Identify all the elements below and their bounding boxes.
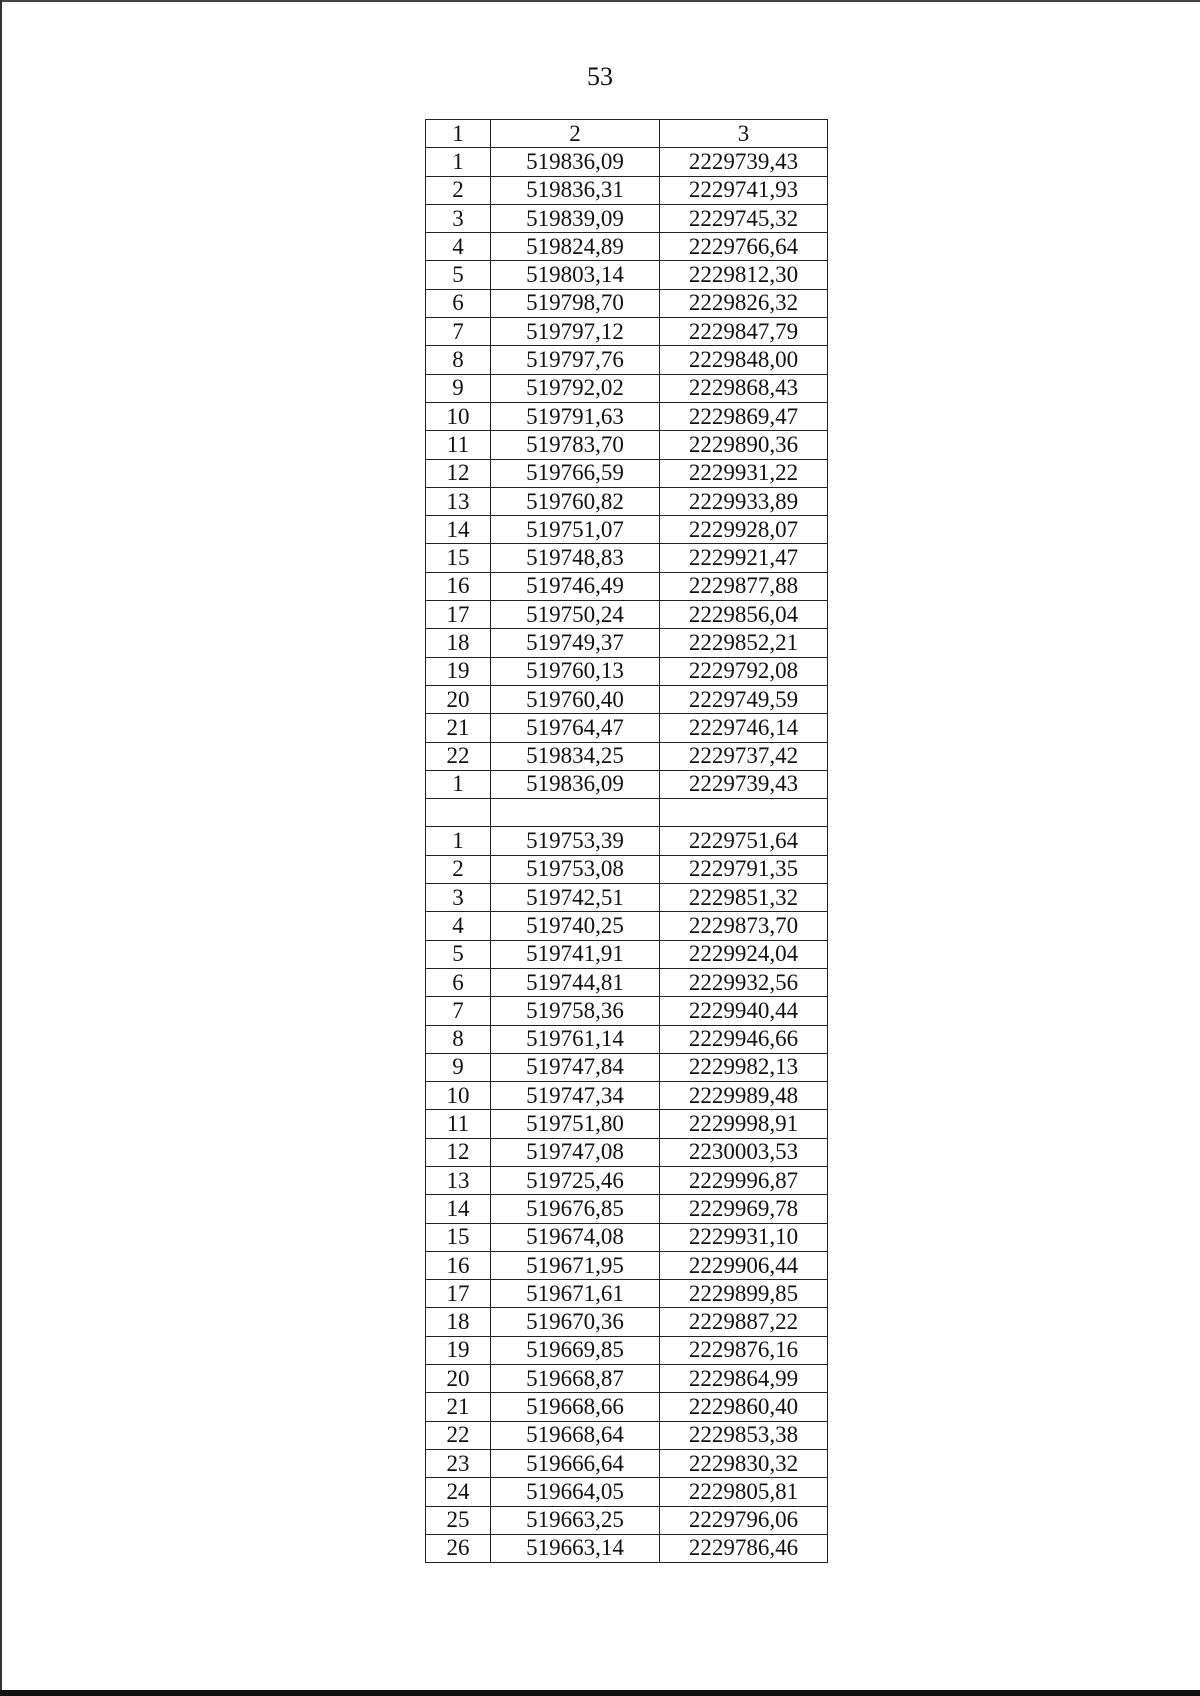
table-row [426, 1421, 828, 1449]
point-number-cell: 22 [426, 742, 491, 770]
point-number-cell: 25 [426, 1506, 491, 1534]
x-coordinate-cell: 519746,49 [491, 572, 660, 600]
x-coordinate-cell: 519747,08 [491, 1138, 660, 1166]
x-coordinate-cell: 519742,51 [491, 884, 660, 912]
table-row [426, 374, 828, 402]
page-border-top [0, 0, 1200, 2]
table-row [426, 770, 828, 798]
table-row [426, 487, 828, 515]
x-coordinate-cell: 519666,64 [491, 1449, 660, 1477]
y-coordinate-cell [660, 799, 828, 827]
x-coordinate-cell: 519668,87 [491, 1365, 660, 1393]
x-coordinate-cell: 519824,89 [491, 233, 660, 261]
x-coordinate-cell: 519836,31 [491, 176, 660, 204]
point-number-cell: 4 [426, 233, 491, 261]
y-coordinate-cell: 2229805,81 [660, 1478, 828, 1506]
table-header [426, 120, 828, 148]
table-row [426, 289, 828, 317]
header-cell-3: 3 [660, 120, 828, 148]
x-coordinate-cell: 519761,14 [491, 1025, 660, 1053]
x-coordinate-cell: 519747,34 [491, 1082, 660, 1110]
table-row [426, 1393, 828, 1421]
point-number-cell: 11 [426, 431, 491, 459]
header-cell-1: 1 [426, 120, 491, 148]
x-coordinate-cell: 519663,14 [491, 1534, 660, 1562]
point-number-cell: 17 [426, 601, 491, 629]
table-row [426, 601, 828, 629]
table-row [426, 912, 828, 940]
point-number-cell: 5 [426, 261, 491, 289]
point-number-cell: 9 [426, 1053, 491, 1081]
x-coordinate-cell: 519834,25 [491, 742, 660, 770]
x-coordinate-cell: 519741,91 [491, 940, 660, 968]
point-number-cell: 7 [426, 318, 491, 346]
page-border-left [0, 0, 2, 1696]
y-coordinate-cell: 2229853,38 [660, 1421, 828, 1449]
x-coordinate-cell: 519725,46 [491, 1166, 660, 1194]
table-row [426, 1534, 828, 1562]
x-coordinate-cell: 519749,37 [491, 629, 660, 657]
table-row [426, 148, 828, 176]
x-coordinate-cell: 519750,24 [491, 601, 660, 629]
y-coordinate-cell: 2229899,85 [660, 1280, 828, 1308]
point-number-cell [426, 799, 491, 827]
x-coordinate-cell: 519669,85 [491, 1336, 660, 1364]
y-coordinate-cell: 2229745,32 [660, 204, 828, 232]
x-coordinate-cell: 519797,12 [491, 318, 660, 346]
table-row [426, 884, 828, 912]
y-coordinate-cell: 2229860,40 [660, 1393, 828, 1421]
table-row [426, 1223, 828, 1251]
y-coordinate-cell: 2229946,66 [660, 1025, 828, 1053]
table-row [426, 459, 828, 487]
x-coordinate-cell: 519798,70 [491, 289, 660, 317]
y-coordinate-cell: 2229766,64 [660, 233, 828, 261]
table-row [426, 572, 828, 600]
y-coordinate-cell: 2229856,04 [660, 601, 828, 629]
point-number-cell: 24 [426, 1478, 491, 1506]
x-coordinate-cell: 519836,09 [491, 770, 660, 798]
point-number-cell: 2 [426, 855, 491, 883]
y-coordinate-cell: 2229996,87 [660, 1166, 828, 1194]
y-coordinate-cell: 2229749,59 [660, 685, 828, 713]
table-row [426, 1082, 828, 1110]
y-coordinate-cell: 2229877,88 [660, 572, 828, 600]
y-coordinate-cell: 2229847,79 [660, 318, 828, 346]
table-row [426, 346, 828, 374]
x-coordinate-cell: 519758,36 [491, 997, 660, 1025]
x-coordinate-cell: 519744,81 [491, 968, 660, 996]
y-coordinate-cell: 2229826,32 [660, 289, 828, 317]
point-number-cell: 16 [426, 1251, 491, 1279]
point-number-cell: 1 [426, 148, 491, 176]
x-coordinate-cell: 519753,39 [491, 827, 660, 855]
y-coordinate-cell: 2229739,43 [660, 770, 828, 798]
y-coordinate-cell: 2229887,22 [660, 1308, 828, 1336]
point-number-cell: 20 [426, 1365, 491, 1393]
table-row [426, 968, 828, 996]
x-coordinate-cell: 519751,80 [491, 1110, 660, 1138]
table-row [426, 685, 828, 713]
point-number-cell: 9 [426, 374, 491, 402]
point-number-cell: 12 [426, 459, 491, 487]
point-number-cell: 6 [426, 968, 491, 996]
x-coordinate-cell: 519797,76 [491, 346, 660, 374]
table-row [426, 657, 828, 685]
point-number-cell: 18 [426, 1308, 491, 1336]
x-coordinate-cell: 519760,13 [491, 657, 660, 685]
y-coordinate-cell: 2229998,91 [660, 1110, 828, 1138]
x-coordinate-cell [491, 799, 660, 827]
point-number-cell: 18 [426, 629, 491, 657]
point-number-cell: 6 [426, 289, 491, 317]
x-coordinate-cell: 519668,64 [491, 1421, 660, 1449]
table-row [426, 233, 828, 261]
x-coordinate-cell: 519748,83 [491, 544, 660, 572]
x-coordinate-cell: 519836,09 [491, 148, 660, 176]
table-row [426, 1308, 828, 1336]
y-coordinate-cell: 2229890,36 [660, 431, 828, 459]
x-coordinate-cell: 519668,66 [491, 1393, 660, 1421]
table-row [426, 261, 828, 289]
point-number-cell: 16 [426, 572, 491, 600]
header-cell-2: 2 [491, 120, 660, 148]
x-coordinate-cell: 519764,47 [491, 714, 660, 742]
point-number-cell: 7 [426, 997, 491, 1025]
x-coordinate-cell: 519766,59 [491, 459, 660, 487]
y-coordinate-cell: 2229940,44 [660, 997, 828, 1025]
table-row [426, 318, 828, 346]
table-row [426, 1365, 828, 1393]
y-coordinate-cell: 2229791,35 [660, 855, 828, 883]
table-row [426, 544, 828, 572]
y-coordinate-cell: 2229876,16 [660, 1336, 828, 1364]
point-number-cell: 26 [426, 1534, 491, 1562]
y-coordinate-cell: 2229796,06 [660, 1506, 828, 1534]
table-row [426, 176, 828, 204]
table-row [426, 1251, 828, 1279]
point-number-cell: 12 [426, 1138, 491, 1166]
table-row [426, 1449, 828, 1477]
y-coordinate-cell: 2229741,93 [660, 176, 828, 204]
point-number-cell: 1 [426, 770, 491, 798]
y-coordinate-cell: 2229906,44 [660, 1251, 828, 1279]
y-coordinate-cell: 2229869,47 [660, 402, 828, 430]
page-border-bottom [0, 1690, 1200, 1696]
y-coordinate-cell: 2229739,43 [660, 148, 828, 176]
x-coordinate-cell: 519839,09 [491, 204, 660, 232]
table-row [426, 431, 828, 459]
y-coordinate-cell: 2229933,89 [660, 487, 828, 515]
point-number-cell: 15 [426, 1223, 491, 1251]
table-row [426, 940, 828, 968]
y-coordinate-cell: 2229830,32 [660, 1449, 828, 1477]
point-number-cell: 15 [426, 544, 491, 572]
y-coordinate-cell: 2229928,07 [660, 516, 828, 544]
point-number-cell: 1 [426, 827, 491, 855]
point-number-cell: 8 [426, 1025, 491, 1053]
x-coordinate-cell: 519803,14 [491, 261, 660, 289]
point-number-cell: 10 [426, 402, 491, 430]
point-number-cell: 17 [426, 1280, 491, 1308]
table-row [426, 997, 828, 1025]
table-header-row [426, 120, 828, 148]
table-row [426, 1195, 828, 1223]
table-row [426, 714, 828, 742]
x-coordinate-cell: 519740,25 [491, 912, 660, 940]
point-number-cell: 13 [426, 487, 491, 515]
table-row [426, 629, 828, 657]
table-row [426, 1280, 828, 1308]
table-row [426, 516, 828, 544]
table-row [426, 1110, 828, 1138]
y-coordinate-cell: 2229931,22 [660, 459, 828, 487]
table-row [426, 1336, 828, 1364]
table-row [426, 1053, 828, 1081]
point-number-cell: 4 [426, 912, 491, 940]
x-coordinate-cell: 519760,40 [491, 685, 660, 713]
y-coordinate-cell: 2229746,14 [660, 714, 828, 742]
x-coordinate-cell: 519753,08 [491, 855, 660, 883]
point-number-cell: 3 [426, 204, 491, 232]
x-coordinate-cell: 519747,84 [491, 1053, 660, 1081]
point-number-cell: 11 [426, 1110, 491, 1138]
table-row [426, 1478, 828, 1506]
x-coordinate-cell: 519676,85 [491, 1195, 660, 1223]
table-row [426, 1166, 828, 1194]
point-number-cell: 20 [426, 685, 491, 713]
point-number-cell: 14 [426, 516, 491, 544]
point-number-cell: 21 [426, 1393, 491, 1421]
x-coordinate-cell: 519664,05 [491, 1478, 660, 1506]
point-number-cell: 8 [426, 346, 491, 374]
y-coordinate-cell: 2229751,64 [660, 827, 828, 855]
point-number-cell: 5 [426, 940, 491, 968]
x-coordinate-cell: 519792,02 [491, 374, 660, 402]
table-body [426, 148, 828, 1563]
x-coordinate-cell: 519671,95 [491, 1251, 660, 1279]
y-coordinate-cell: 2229921,47 [660, 544, 828, 572]
table-row [426, 402, 828, 430]
y-coordinate-cell: 2229864,99 [660, 1365, 828, 1393]
y-coordinate-cell: 2229989,48 [660, 1082, 828, 1110]
table-row [426, 799, 828, 827]
x-coordinate-cell: 519663,25 [491, 1506, 660, 1534]
table-row [426, 742, 828, 770]
y-coordinate-cell: 2229786,46 [660, 1534, 828, 1562]
point-number-cell: 19 [426, 1336, 491, 1364]
x-coordinate-cell: 519670,36 [491, 1308, 660, 1336]
y-coordinate-cell: 2229982,13 [660, 1053, 828, 1081]
y-coordinate-cell: 2229852,21 [660, 629, 828, 657]
point-number-cell: 14 [426, 1195, 491, 1223]
y-coordinate-cell: 2230003,53 [660, 1138, 828, 1166]
table-row [426, 204, 828, 232]
table-row [426, 1025, 828, 1053]
table-row [426, 1138, 828, 1166]
y-coordinate-cell: 2229848,00 [660, 346, 828, 374]
point-number-cell: 22 [426, 1421, 491, 1449]
y-coordinate-cell: 2229924,04 [660, 940, 828, 968]
y-coordinate-cell: 2229932,56 [660, 968, 828, 996]
y-coordinate-cell: 2229851,32 [660, 884, 828, 912]
y-coordinate-cell: 2229737,42 [660, 742, 828, 770]
y-coordinate-cell: 2229969,78 [660, 1195, 828, 1223]
x-coordinate-cell: 519674,08 [491, 1223, 660, 1251]
point-number-cell: 19 [426, 657, 491, 685]
point-number-cell: 21 [426, 714, 491, 742]
table-row [426, 827, 828, 855]
x-coordinate-cell: 519783,70 [491, 431, 660, 459]
point-number-cell: 10 [426, 1082, 491, 1110]
point-number-cell: 3 [426, 884, 491, 912]
x-coordinate-cell: 519791,63 [491, 402, 660, 430]
table-row [426, 855, 828, 883]
point-number-cell: 13 [426, 1166, 491, 1194]
y-coordinate-cell: 2229868,43 [660, 374, 828, 402]
x-coordinate-cell: 519760,82 [491, 487, 660, 515]
page-number: 53 [587, 62, 613, 91]
y-coordinate-cell: 2229792,08 [660, 657, 828, 685]
table-row [426, 1506, 828, 1534]
x-coordinate-cell: 519671,61 [491, 1280, 660, 1308]
point-number-cell: 23 [426, 1449, 491, 1477]
coordinates-table [425, 119, 828, 1563]
point-number-cell: 2 [426, 176, 491, 204]
x-coordinate-cell: 519751,07 [491, 516, 660, 544]
y-coordinate-cell: 2229931,10 [660, 1223, 828, 1251]
y-coordinate-cell: 2229873,70 [660, 912, 828, 940]
y-coordinate-cell: 2229812,30 [660, 261, 828, 289]
